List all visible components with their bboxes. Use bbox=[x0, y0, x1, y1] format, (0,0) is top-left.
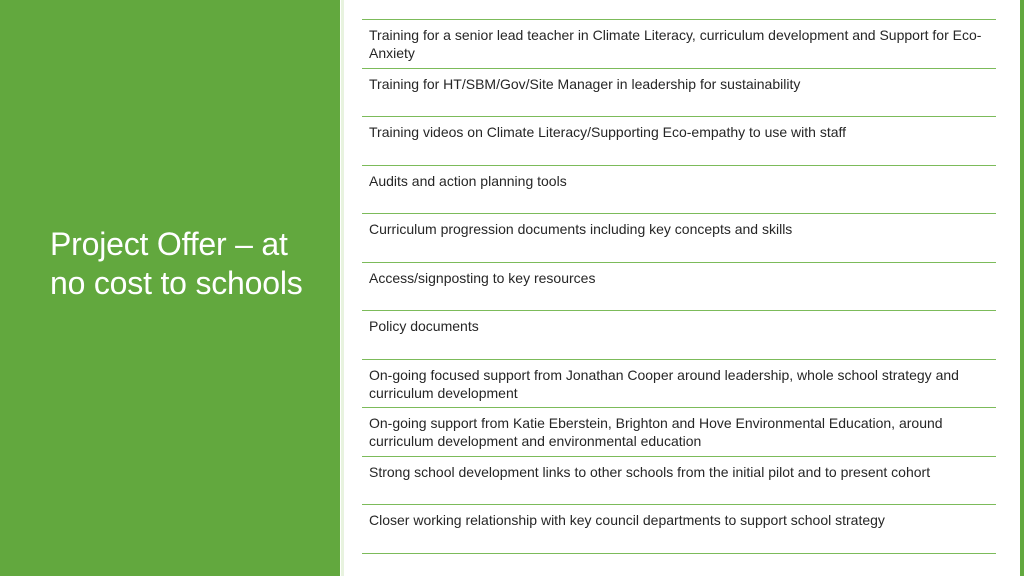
offer-item: Training for a senior lead teacher in Climate Literacy, curriculum development and Support for Eco-Anxiety bbox=[362, 20, 996, 69]
offer-list bbox=[362, 19, 996, 554]
panel-divider-accent bbox=[341, 0, 344, 576]
right-edge-accent bbox=[1020, 0, 1024, 576]
offer-item: Audits and action planning tools bbox=[362, 166, 996, 215]
offer-item: Training for HT/SBM/Gov/Site Manager in leadership for sustainability bbox=[362, 69, 996, 118]
offer-item: Curriculum progression documents including key concepts and skills bbox=[362, 214, 996, 263]
offer-item: On-going focused support from Jonathan Cooper around leadership, whole school strategy and curriculum development bbox=[362, 360, 996, 409]
offer-item: Closer working relationship with key council departments to support school strategy bbox=[362, 505, 996, 554]
offer-item: On-going support from Katie Eberstein, Brighton and Hove Environmental Education, around curriculum development and environmental education bbox=[362, 408, 996, 457]
offer-item: Training videos on Climate Literacy/Supporting Eco-empathy to use with staff bbox=[362, 117, 996, 166]
slide-title: Project Offer – at no cost to schools bbox=[50, 226, 303, 301]
offer-item: Strong school development links to other schools from the initial pilot and to present cohort bbox=[362, 457, 996, 506]
offer-item: Policy documents bbox=[362, 311, 996, 360]
offer-item: Access/signposting to key resources bbox=[362, 263, 996, 312]
